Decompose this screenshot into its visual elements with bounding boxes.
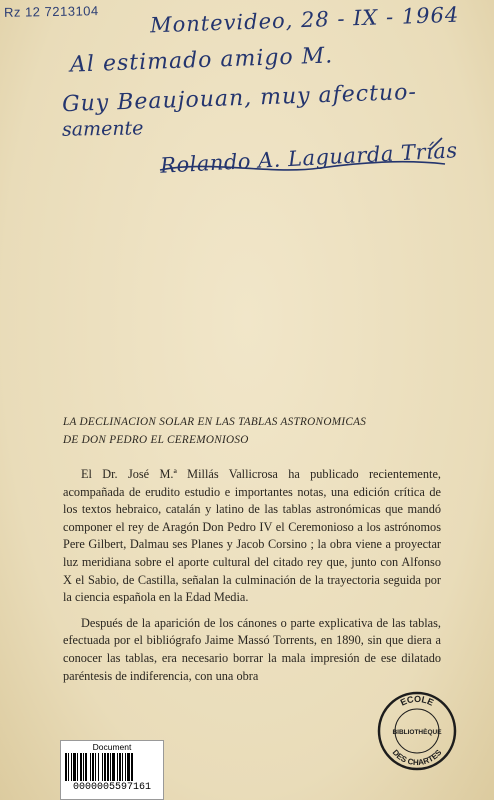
barcode-bar (68, 753, 69, 781)
article-title-line-1: LA DECLINACION SOLAR EN LAS TABLAS ASTRONOMICAS (63, 416, 367, 428)
barcode-bar (117, 753, 118, 781)
shelfmark-annotation: Rz 12 7213104 (3, 3, 99, 20)
inscription-place-date: Montevideo, 28 - IX - 1964 (149, 2, 460, 38)
barcode-bar (90, 753, 91, 781)
body-paragraph: Después de la aparición de los cánones o parte explicativa de las tablas, efectuada por el bibliógrafo Jaime Massó Torrents, en 1890, sin que diera a conocer las tablas, era necesario borrar la mala impresión de ese dilatado paréntesis de indiferencia, con una obra (63, 615, 441, 683)
barcode-bar (80, 753, 82, 781)
article-body (63, 466, 441, 693)
barcode-label (60, 740, 164, 800)
barcode-bar (65, 753, 67, 781)
barcode-bar (71, 753, 72, 781)
barcode-bar (122, 753, 123, 781)
barcode-bar (112, 753, 115, 781)
barcode-bar (98, 753, 99, 781)
inscription-line-1: Al estimado amigo M. (69, 43, 334, 78)
stamp-bottom-text: DES CHARTES (390, 747, 444, 768)
barcode-bar (125, 753, 126, 781)
inscription-line-3: samente (61, 117, 144, 141)
barcode-bar (104, 753, 106, 781)
stamp-middle-text: BIBLIOTHÈQUE (392, 729, 442, 736)
barcode-bar (110, 753, 111, 781)
barcode-bar (131, 753, 133, 781)
inscription-line-2: Guy Beaujouan, muy afectuo- (61, 79, 418, 118)
barcode-bar (95, 753, 96, 781)
barcode-title: Document (92, 742, 132, 752)
signature: Rolando A. Laguarda Trías (159, 138, 459, 178)
barcode-bar (107, 753, 109, 781)
barcode-bar (85, 753, 87, 781)
article-title (63, 413, 463, 449)
barcode-bar (83, 753, 84, 781)
barcode-number: 0000005597161 (72, 782, 151, 793)
body-paragraph: El Dr. José M.ª Millás Vallicrosa ha publicado recientemente, acompañada de erudito estudio e importantes notas, una edición crítica de los textos hebraico, catalán y latino de las tablas astronómicas que mandó componer el rey de Aragón Don Pedro IV el Ceremonioso a los astrónomos Pere Gilbert, Dalmau ses Planes y Jacob Corsino ; la obra viene a proyectar luz meridiana sobre el aporte cultural del citado rey que, junto con Alfonso X el Sabio, de Castilla, señalan la culminación de la trayectoria seguida por la ciencia española en la Edad Media. (63, 467, 441, 605)
barcode-bar (102, 753, 103, 781)
library-stamp (376, 690, 458, 772)
barcode-bar (77, 753, 78, 781)
stamp-top-text: ECOLE (398, 693, 436, 708)
article-title-line-2: DE DON PEDRO EL CEREMONIOSO (63, 434, 249, 446)
barcode-bar (92, 753, 94, 781)
barcode-bars (65, 753, 159, 781)
barcode-bar (73, 753, 76, 781)
barcode-bar (127, 753, 130, 781)
barcode-bar (119, 753, 121, 781)
